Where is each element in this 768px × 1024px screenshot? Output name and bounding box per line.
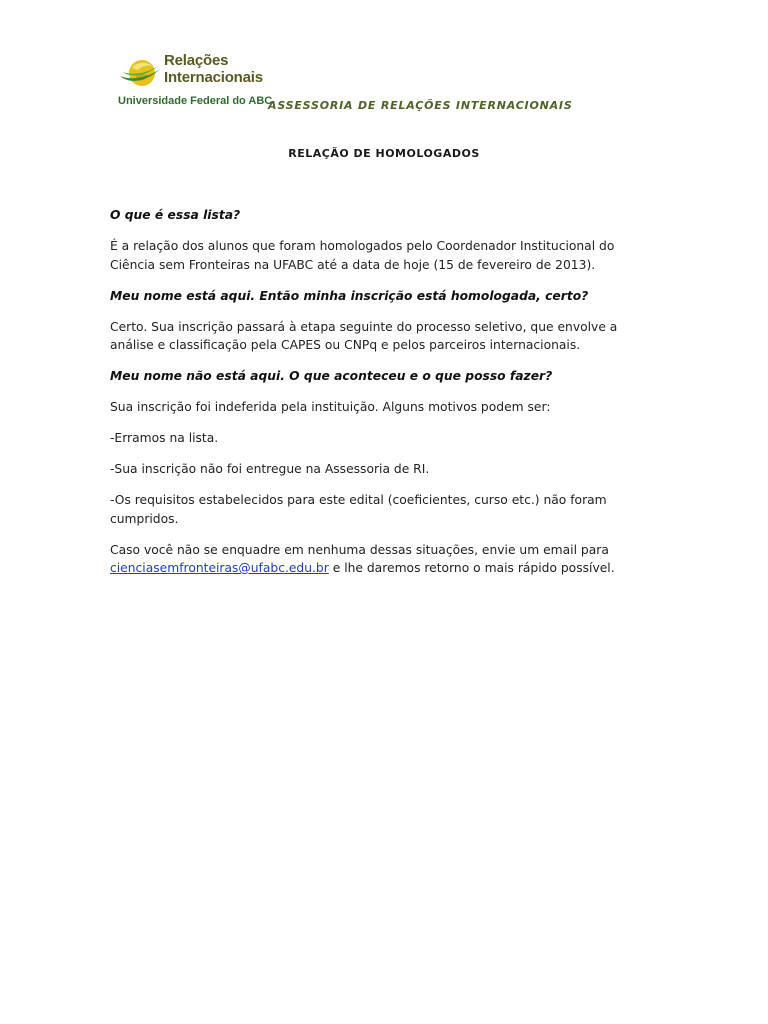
answer-3: Sua inscrição foi indeferida pela instituição. Alguns motivos podem ser: <box>110 400 551 414</box>
email-link[interactable]: cienciasemfronteiras@ufabc.edu.br <box>110 561 329 575</box>
answer-2: Certo. Sua inscrição passará à etapa seguinte do processo seletivo, que envolve a análise e classificação pela CAPES ou CNPq e pelos parceiros internacionais. <box>110 319 618 352</box>
closing-text-before: Caso você não se enquadre em nenhuma dessas situações, envie um email para <box>110 542 609 557</box>
reason-2: -Sua inscrição não foi entregue na Assessoria de RI. <box>110 462 430 476</box>
question-3: Meu nome não está aqui. O que aconteceu e o que posso fazer? <box>110 369 553 383</box>
question-2: Meu nome está aqui. Então minha inscrição está homologada, certo? <box>110 288 589 303</box>
logo-line-2: Internacionais <box>164 69 263 86</box>
university-name: Universidade Federal do ABC <box>118 95 273 107</box>
reason-1: -Erramos na lista. <box>110 431 219 445</box>
letterhead <box>118 48 638 118</box>
department-name: ASSESSORIA DE RELAÇÕES INTERNACIONAIS <box>268 99 573 112</box>
closing-text-after: e lhe daremos retorno o mais rápido possível. <box>328 561 615 575</box>
question-1: O que é essa lista? <box>110 208 241 222</box>
reason-3: -Os requisitos estabelecidos para este edital (coeficientes, curso etc.) não foram cumpridos. <box>110 493 607 526</box>
closing-paragraph <box>110 541 655 578</box>
logo-line-1: Relações <box>164 52 229 69</box>
document-body <box>110 206 655 590</box>
answer-1: É a relação dos alunos que foram homologados pelo Coordenador Institucional do Ciência sem Fronteiras na UFABC até a data de hoje (15 de fevereiro de 2013). <box>110 239 615 272</box>
logo-text <box>164 52 263 86</box>
document-title: RELAÇÃO DE HOMOLOGADOS <box>288 147 480 160</box>
globe-swoosh-icon <box>118 52 162 96</box>
